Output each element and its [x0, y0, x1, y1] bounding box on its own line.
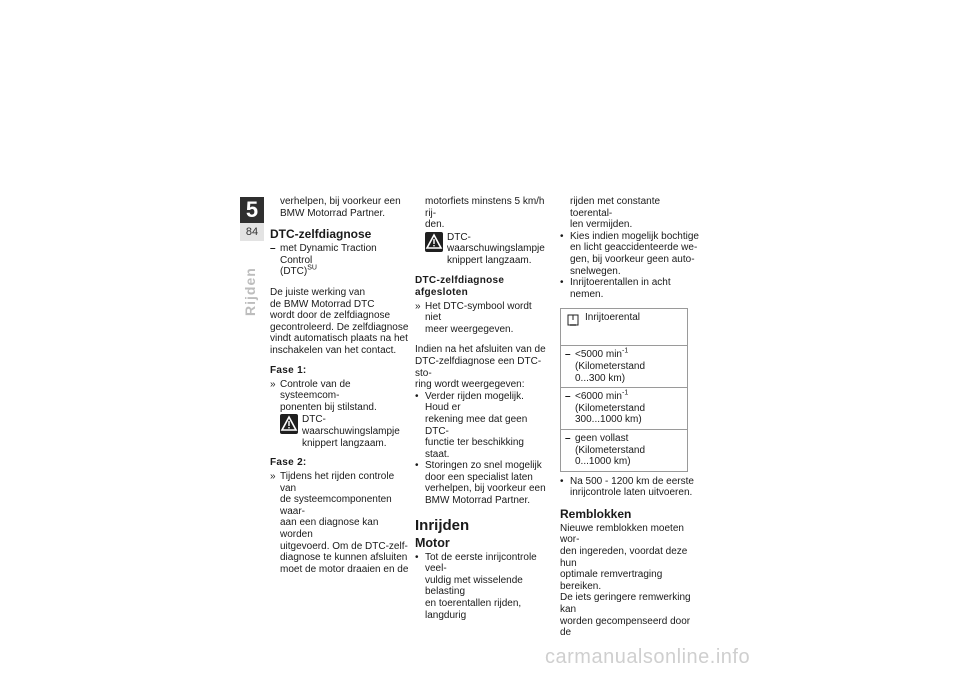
- list-item: » Controle van de systeemcom- ponenten bij stilstand.: [270, 378, 377, 413]
- chapter-title-vertical: Rijden: [242, 267, 258, 316]
- paragraph-remblokken: Nieuwe remblokken moeten wor- den ingereden, voordat deze hun optimale remvertraging bereiken. De iets geringere remwerking kan worden gecompenseerd door de: [560, 522, 691, 639]
- heading-dtc-zelfdiagnose: DTC-zelfdiagnose: [270, 227, 372, 242]
- chapter-number-tab: 5: [240, 197, 264, 223]
- intro-text: verhelpen, bij voorkeur een BMW Motorrad Partner.: [280, 196, 401, 219]
- continued-text: rijden met constante toerental- len vermijden.: [570, 196, 661, 231]
- list-item: • Tot de eerste inrijcontrole veel- vuldig met wisselende belasting en toerentallen rijden, langdurig: [415, 551, 537, 621]
- fase2-list: [270, 471, 410, 575]
- list-item: • Na 500 - 1200 km de eerste inrijcontrole laten uitvoeren.: [560, 475, 694, 499]
- text-column-3: [560, 196, 700, 639]
- list-item: • Kies indien mogelijk bochtige en licht geaccidenteerde we- gen, bij voorkeur geen auto- snelwegen.: [560, 230, 699, 277]
- break-in-rpm-table: [560, 308, 688, 471]
- list-item: • Storingen zo snel mogelijk door een specialist laten verhelpen, bij voorkeur een BMW Motorrad Partner.: [415, 460, 546, 507]
- watermark-text: carmanualsonline.info: [545, 646, 751, 668]
- afgesloten-list: [415, 301, 550, 336]
- warning-note: DTC-waarschuwingslampje knippert langzaam.: [280, 414, 410, 449]
- list-item: • Verder rijden mogelijk. Houd er rekening mee dat geen DTC- functie ter beschikking staat.: [415, 390, 528, 460]
- table-row: – <6000 $\min^{-1}$ (Kilometerstand 300...1000 km): [561, 388, 688, 430]
- text-column-1: [270, 196, 410, 575]
- bullet-list: [560, 231, 700, 301]
- dash-list: [270, 243, 410, 278]
- bullet-list: [415, 391, 550, 507]
- text-column-2: [415, 196, 550, 621]
- heading-motor: Motor: [415, 535, 450, 550]
- paragraph-werking: De juiste werking van de BMW Motorrad DTC wordt door de zelfdiagnose gecontroleerd. De zelfdiagnose vindt automatisch plaats na het inschakelen van het contact.: [270, 286, 409, 356]
- warning-triangle-icon: [425, 232, 443, 252]
- heading-dtc-afgesloten: DTC-zelfdiagnose afgesloten: [415, 274, 505, 298]
- list-item: » Tijdens het rijden controle van de systeemcomponenten waar- aan een diagnose kan worden uitgevoerd. Om de DTC-zelf- diagnose te kunnen afsluiten moet de motor draaien en de: [270, 471, 409, 575]
- list-item: • Inrijtoerentallen in acht nemen.: [560, 277, 671, 300]
- heading-fase-2: Fase 2:: [270, 457, 307, 469]
- page-number: 84: [240, 223, 264, 241]
- table-row: – geen vollast (Kilometerstand 0...1000 km): [561, 429, 688, 471]
- table-header-cell: [561, 309, 688, 346]
- superscript-su: SU: [307, 265, 317, 273]
- warning-note: DTC-waarschuwingslampje knippert langzaam.: [425, 232, 550, 267]
- list-item: – met Dynamic Traction Control (DTC)$^{SU}$: [270, 243, 377, 278]
- paragraph-storing: Indien na het afsluiten van de DTC-zelfdiagnose een DTC-sto- ring wordt weergegeven:: [415, 344, 546, 391]
- motor-list: [415, 552, 550, 622]
- table-header: Inrijtoerental: [585, 312, 641, 324]
- fase1-list: [270, 379, 410, 414]
- heading-fase-1: Fase 1:: [270, 364, 307, 376]
- after-table-list: [560, 476, 700, 499]
- continued-text: motorfiets minstens 5 km/h rij- den.: [425, 196, 545, 231]
- tachometer-icon: [567, 313, 579, 327]
- table-row: – <5000 $\min^{-1}$ (Kilometerstand 0...300 km): [561, 346, 688, 388]
- list-item: » Het DTC-symbool wordt niet meer weergegeven.: [415, 300, 532, 335]
- heading-remblokken: Remblokken: [560, 506, 632, 521]
- heading-inrijden: Inrijden: [415, 516, 470, 534]
- warning-triangle-icon: [280, 414, 298, 434]
